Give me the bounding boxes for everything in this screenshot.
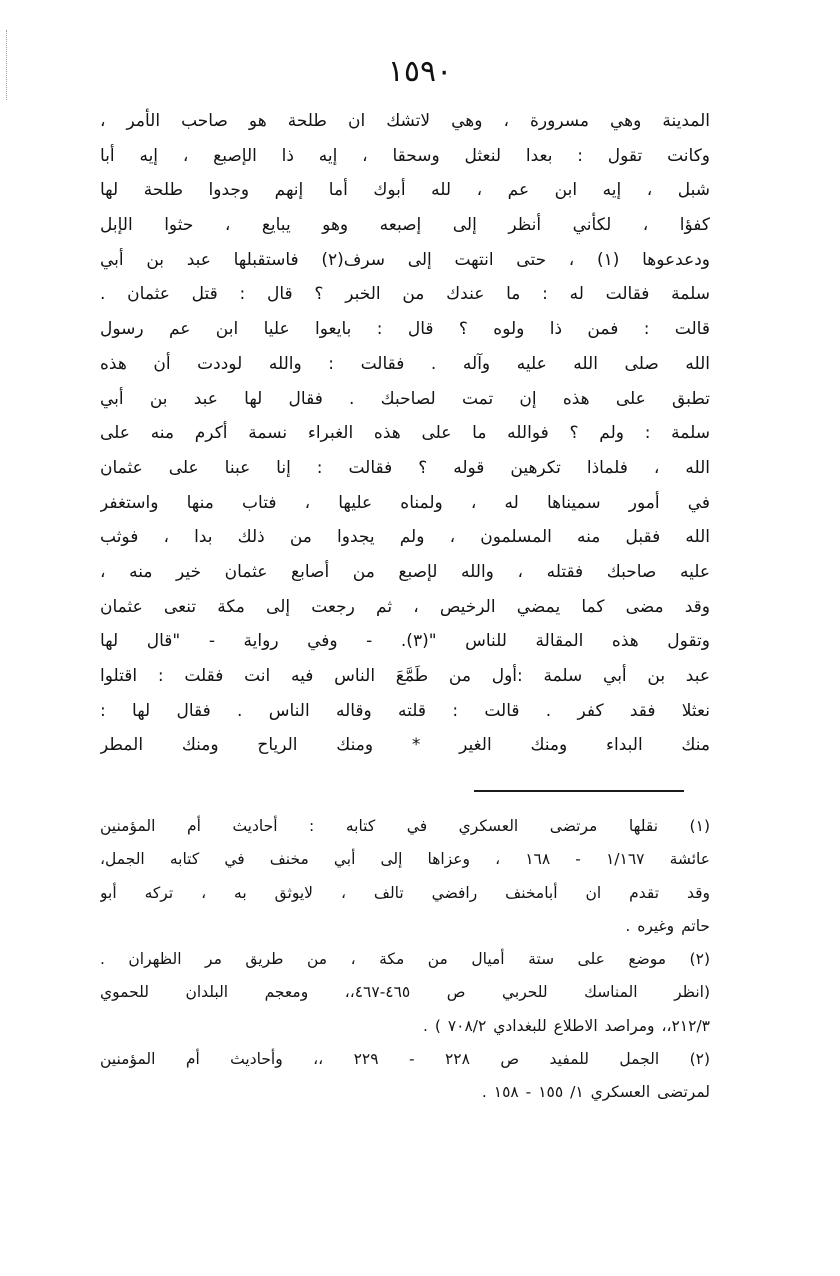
body-line: وكانت تقول : بعدا لنعثل وسحقا ، إيه ذا الإصبع ، إيه أبا: [100, 145, 710, 166]
footnote-line: (٢) الجمل للمفيد ص ٢٢٨ - ٢٢٩ ،، وأحاديث أم المؤمنين: [100, 1050, 710, 1069]
body-line: وقد مضى كما يمضي الرخيص ، ثم رجعت إلى مكة تنعى عثمان: [100, 596, 710, 617]
body-line: عبد بن أبي سلمة :أول من طَمَّعَ الناس فيه انت فقلت : اقتلوا: [100, 666, 710, 686]
body-line: الله فقبل منه المسلمون ، ولم يجدوا من ذلك بدا ، فوثب: [100, 527, 710, 548]
body-line: عليه صاحبك فقتله ، والله لإصبع من أصابع عثمان خير منه ،: [100, 561, 710, 582]
poetry-verse-line: منك البداء ومنك الغير * ومنك الرياح ومنك المطر: [100, 735, 710, 756]
footnote-line: (انظر المناسك للحربي ص ٤٦٥-٤٦٧،، ومعجم البلدان للحموي: [100, 983, 710, 1002]
body-line: الله صلى الله عليه وآله . فقالت : والله لوددت أن هذه: [100, 353, 710, 374]
body-line: نعثلا فقد كفر . قالت : قلته وقاله الناس . فقال لها :: [100, 700, 710, 721]
body-line: سلمة فقالت له : ما عندك من الخبر ؟ قال : قتل عثمان .: [100, 284, 710, 305]
footnote-line: وقد تقدم ان أبامخنف رافضي تالف ، لايوثق به ، تركه أبو: [100, 883, 710, 902]
body-line: قالت : فمن ذا ولوه ؟ قال : بايعوا عليا ابن عم رسول: [100, 319, 710, 340]
footnotes-block: [100, 810, 710, 1110]
body-line: تطبق على هذه إن تمت لصاحبك . فقال لها عبد بن أبي: [100, 388, 710, 409]
body-line: في أمور سميناها له ، ولمناه عليها ، فتاب منها واستغفر: [100, 492, 710, 513]
footnote-line: لمرتضى العسكري ١/ ١٥٥ - ١٥٨ .: [481, 1083, 710, 1102]
footnote-line: ٢١٢/٣،، ومراصد الاطلاع للبغدادي ٧٠٨/٢ ) .: [422, 1016, 710, 1035]
footnote-line: (١) نقلها مرتضى العسكري في كتابه : أحاديث أم المؤمنين: [100, 817, 710, 835]
footnote-line: (٢) موضع على ستة أميال من مكة ، من طريق مر الظهران .: [100, 950, 710, 969]
body-line: سلمة : ولم ؟ فوالله ما على هذه الغبراء نسمة أكرم منه على: [100, 423, 710, 444]
body-line: كفؤا ، لكأني أنظر إلى إصبعه وهو يبايع ، حثوا الإبل: [100, 215, 710, 236]
main-text-block: [100, 104, 710, 763]
body-line: الله ، فلماذا تكرهين قوله ؟ فقالت : إنا عبنا على عثمان: [100, 457, 710, 478]
body-line: المدينة وهي مسرورة ، وهي لاتشك ان طلحة هو صاحب الأمر ،: [100, 111, 710, 131]
footnote-line: عائشة ١/١٦٧ - ١٦٨ ، وعزاها إلى أبي مخنف في كتابه الجمل،: [100, 850, 710, 869]
body-line: ودعدعوها (١) ، حتى انتهت إلى سرف(٢) فاستقبلها عبد بن أبي: [100, 249, 710, 270]
footnote-line: حاتم وغيره .: [625, 916, 710, 935]
body-line: شبل ، إيه ابن عم ، لله أبوك أما إنهم وجدوا طلحة لها: [100, 180, 710, 201]
body-line: وتقول هذه المقالة للناس "(٣). - وفي رواية - "قال لها: [100, 631, 710, 652]
page-number: ١٥٩٠: [387, 54, 453, 89]
footnote-separator-rule: [474, 790, 684, 792]
